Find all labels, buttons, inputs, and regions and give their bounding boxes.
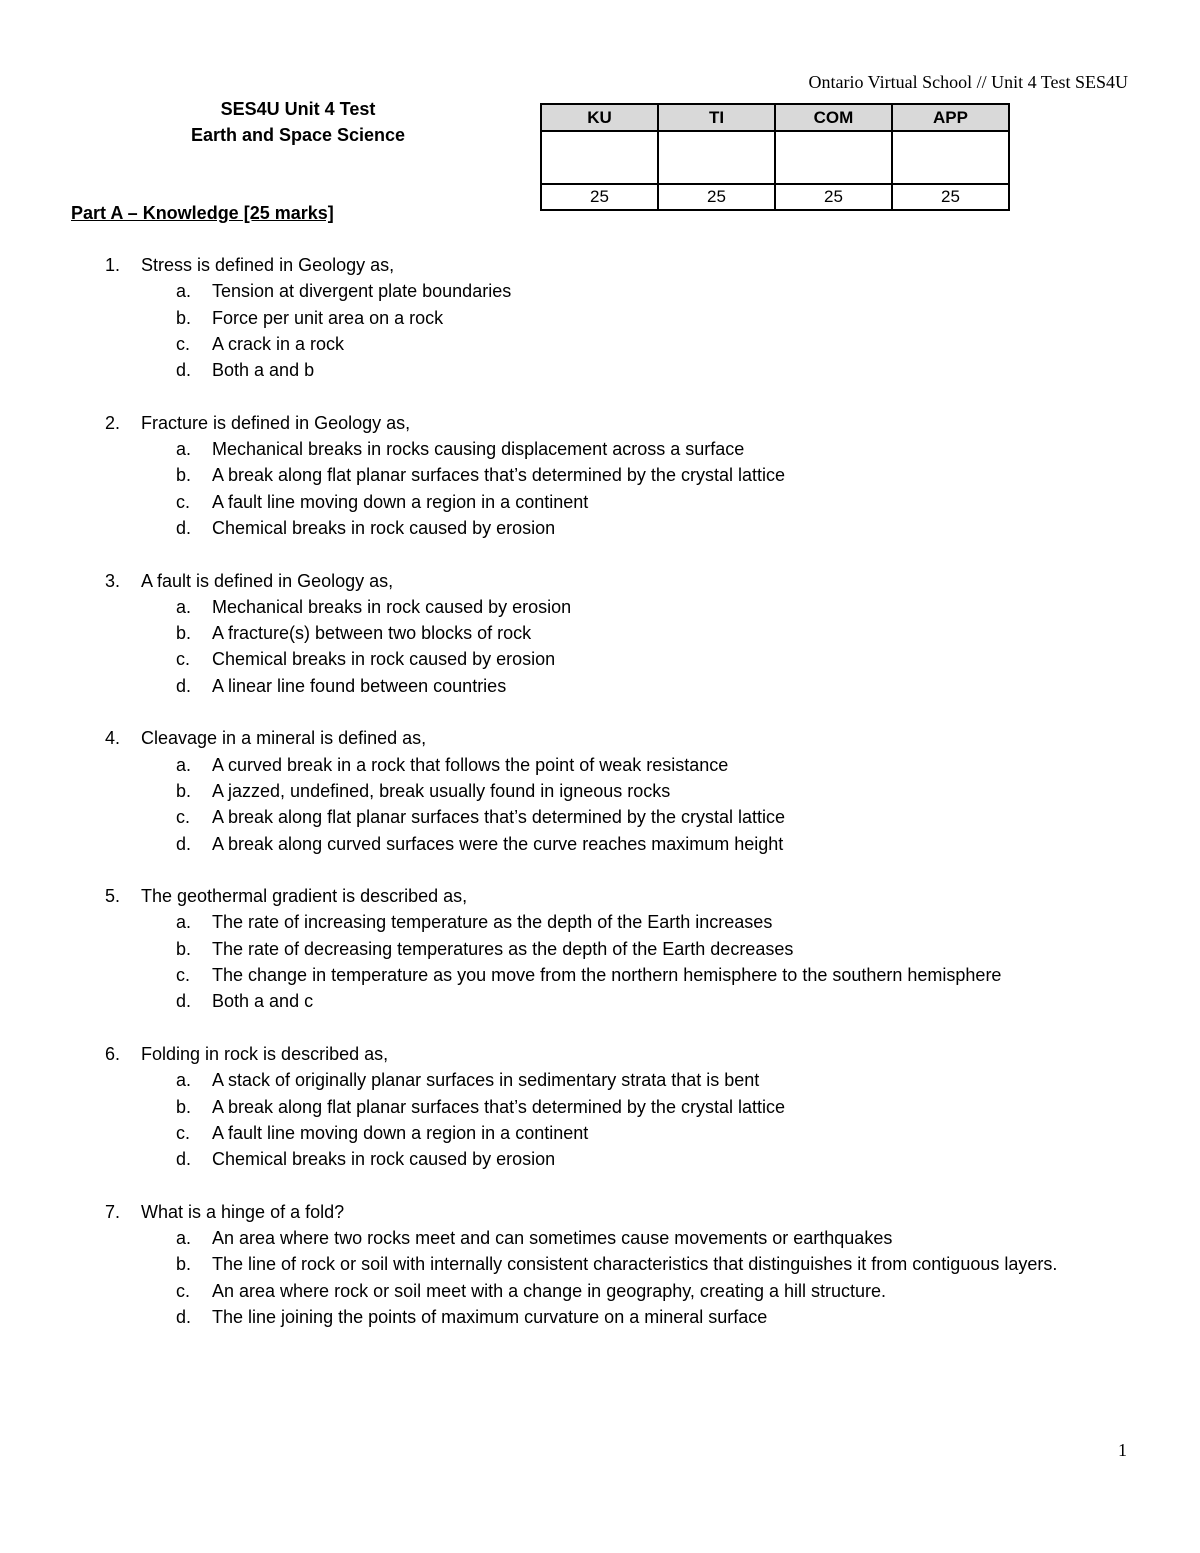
option-letter: a. <box>176 1227 192 1248</box>
option-text: The line joining the points of maximum curvature on a mineral surface <box>212 1306 768 1327</box>
answer-option <box>0 1225 1200 1251</box>
answer-option <box>0 515 1200 541</box>
question-text: The geothermal gradient is described as, <box>141 886 468 907</box>
question-stem <box>0 883 1200 909</box>
answer-option <box>0 1251 1200 1277</box>
option-letter: b. <box>176 465 192 486</box>
option-letter: a. <box>176 754 192 775</box>
answer-option <box>0 1120 1200 1146</box>
part-heading: Part A – Knowledge [25 marks] <box>71 203 334 223</box>
option-text: The rate of decreasing temperatures as the depth of the Earth decreases <box>212 938 794 959</box>
answer-option <box>0 646 1200 672</box>
option-letter: d. <box>176 1149 192 1170</box>
question-number: 7. <box>105 1201 121 1222</box>
answer-option <box>0 278 1200 304</box>
option-text: An area where rock or soil meet with a change in geography, creating a hill structure. <box>212 1280 887 1301</box>
question-list <box>0 252 1200 1356</box>
answer-option <box>0 489 1200 515</box>
option-letter: d. <box>176 675 192 696</box>
option-letter: c. <box>176 649 191 670</box>
option-text: A linear line found between countries <box>212 675 507 696</box>
option-letter: b. <box>176 623 192 644</box>
marks-column-ku: KU <box>541 104 658 131</box>
question-stem <box>0 725 1200 751</box>
document-title: SES4U Unit 4 Test <box>220 99 376 119</box>
option-text: Mechanical breaks in rock caused by erosion <box>212 596 572 617</box>
answer-option <box>0 1094 1200 1120</box>
option-letter: b. <box>176 780 192 801</box>
question-number: 3. <box>105 570 121 591</box>
answer-option <box>0 778 1200 804</box>
option-text: A fracture(s) between two blocks of rock <box>212 623 532 644</box>
option-letter: d. <box>176 517 192 538</box>
question-text: Fracture is defined in Geology as, <box>141 412 411 433</box>
option-letter: c. <box>176 1280 191 1301</box>
answer-option <box>0 988 1200 1014</box>
marks-table <box>540 103 1010 211</box>
option-letter: b. <box>176 1254 192 1275</box>
question-number: 5. <box>105 886 121 907</box>
question <box>0 252 1200 383</box>
score-cell-app <box>892 131 1009 184</box>
running-header: Ontario Virtual School // Unit 4 Test SES4U <box>808 72 1128 92</box>
answer-option <box>0 1304 1200 1330</box>
question-text: A fault is defined in Geology as, <box>141 570 394 591</box>
answer-option <box>0 436 1200 462</box>
total-cell-ti: 25 <box>658 184 775 210</box>
marks-score-row <box>541 131 1009 184</box>
page-number: 1 <box>1118 1440 1127 1460</box>
option-text: A break along flat planar surfaces that’s determined by the crystal lattice <box>212 1096 785 1117</box>
option-text: A break along flat planar surfaces that’s determined by the crystal lattice <box>212 807 785 828</box>
answer-option <box>0 831 1200 857</box>
answer-option <box>0 936 1200 962</box>
total-cell-app: 25 <box>892 184 1009 210</box>
option-text: A fault line moving down a region in a continent <box>212 1122 589 1143</box>
answer-option <box>0 804 1200 830</box>
answer-option <box>0 1278 1200 1304</box>
option-letter: c. <box>176 965 191 986</box>
option-letter: a. <box>176 912 192 933</box>
question-text: What is a hinge of a fold? <box>141 1201 345 1222</box>
answer-option <box>0 305 1200 331</box>
marks-table-header-row <box>541 104 1009 131</box>
marks-column-app: APP <box>892 104 1009 131</box>
answer-option <box>0 462 1200 488</box>
option-letter: d. <box>176 1306 192 1327</box>
question-number: 2. <box>105 412 121 433</box>
question-text: Stress is defined in Geology as, <box>141 255 395 275</box>
option-letter: b. <box>176 307 192 328</box>
question-stem <box>0 252 1200 278</box>
option-text: A curved break in a rock that follows the point of weak resistance <box>212 754 729 775</box>
option-text: A fault line moving down a region in a continent <box>212 491 589 512</box>
total-cell-com: 25 <box>775 184 892 210</box>
answer-option <box>0 1067 1200 1093</box>
option-letter: a. <box>176 439 192 460</box>
option-text: An area where two rocks meet and can sometimes cause movements or earthquakes <box>212 1227 893 1248</box>
answer-option <box>0 357 1200 383</box>
question-text: Cleavage in a mineral is defined as, <box>141 728 427 749</box>
marks-column-com: COM <box>775 104 892 131</box>
option-text: Chemical breaks in rock caused by erosion <box>212 649 556 670</box>
question-stem <box>0 410 1200 436</box>
option-text: A break along flat planar surfaces that’s determined by the crystal lattice <box>212 465 785 486</box>
option-text: Mechanical breaks in rocks causing displacement across a surface <box>212 439 745 460</box>
answer-option <box>0 594 1200 620</box>
option-letter: c. <box>176 333 191 354</box>
question <box>0 883 1200 1014</box>
answer-option <box>0 909 1200 935</box>
score-cell-ku <box>541 131 658 184</box>
option-text: A jazzed, undefined, break usually found in igneous rocks <box>212 780 671 801</box>
option-letter: c. <box>176 1122 191 1143</box>
option-text: Tension at divergent plate boundaries <box>212 281 512 302</box>
question <box>0 568 1200 699</box>
marks-total-row <box>541 184 1009 210</box>
answer-option <box>0 673 1200 699</box>
question-stem <box>0 1199 1200 1225</box>
option-text: The line of rock or soil with internally consistent characteristics that distinguishes it from contiguous layers. <box>212 1254 1058 1275</box>
answer-option <box>0 752 1200 778</box>
option-letter: d. <box>176 991 192 1012</box>
option-text: Force per unit area on a rock <box>212 307 444 328</box>
question-stem <box>0 568 1200 594</box>
option-text: The rate of increasing temperature as the depth of the Earth increases <box>212 912 773 933</box>
option-letter: c. <box>176 491 191 512</box>
question <box>0 725 1200 856</box>
answer-option <box>0 1146 1200 1172</box>
option-letter: a. <box>176 281 192 302</box>
total-cell-ku: 25 <box>541 184 658 210</box>
option-text: Both a and b <box>212 360 315 381</box>
option-letter: b. <box>176 938 192 959</box>
question-number: 1. <box>105 255 121 275</box>
question-number: 6. <box>105 1043 121 1064</box>
option-text: A stack of originally planar surfaces in sedimentary strata that is bent <box>212 1070 760 1091</box>
option-text: Chemical breaks in rock caused by erosion <box>212 1149 556 1170</box>
option-text: A crack in a rock <box>212 333 345 354</box>
option-text: A break along curved surfaces were the curve reaches maximum height <box>212 833 784 854</box>
question <box>0 1199 1200 1330</box>
option-text: The change in temperature as you move from the northern hemisphere to the southern hemisphere <box>212 965 1002 986</box>
option-letter: c. <box>176 807 191 828</box>
option-letter: d. <box>176 360 192 381</box>
answer-option <box>0 962 1200 988</box>
document-subtitle: Earth and Space Science <box>190 125 406 145</box>
option-text: Chemical breaks in rock caused by erosion <box>212 517 556 538</box>
question <box>0 1041 1200 1172</box>
option-letter: a. <box>176 596 192 617</box>
option-letter: a. <box>176 1070 192 1091</box>
marks-column-ti: TI <box>658 104 775 131</box>
score-cell-com <box>775 131 892 184</box>
option-letter: d. <box>176 833 192 854</box>
question <box>0 410 1200 541</box>
score-cell-ti <box>658 131 775 184</box>
option-letter: b. <box>176 1096 192 1117</box>
question-stem <box>0 1041 1200 1067</box>
answer-option <box>0 331 1200 357</box>
answer-option <box>0 620 1200 646</box>
question-number: 4. <box>105 728 121 749</box>
question-text: Folding in rock is described as, <box>141 1043 389 1064</box>
option-text: Both a and c <box>212 991 314 1012</box>
